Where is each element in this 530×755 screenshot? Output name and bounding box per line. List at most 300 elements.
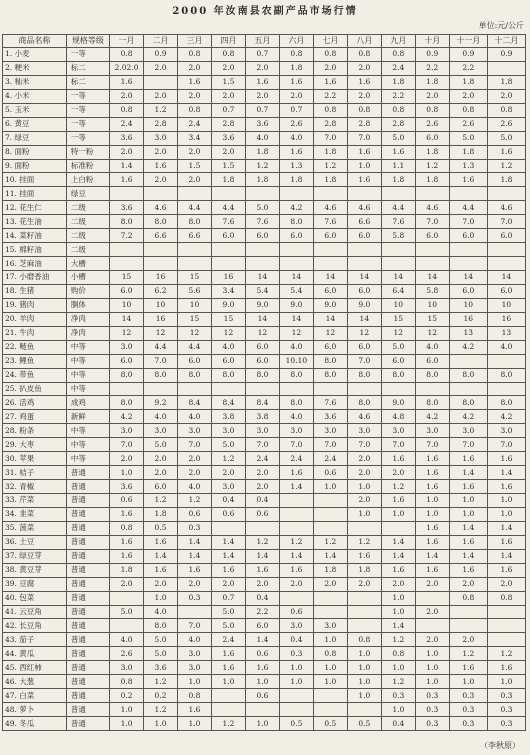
price-cell: 4.0 — [110, 633, 144, 647]
price-cell: 0.4 — [211, 494, 245, 508]
price-cell: 2.2 — [313, 89, 347, 103]
grade-cell: 标准粉 — [66, 159, 109, 173]
price-cell: 3.0 — [279, 424, 313, 438]
price-cell: 2.0 — [347, 466, 381, 480]
price-cell: 15 — [381, 312, 415, 326]
price-cell: 4.6 — [415, 201, 449, 215]
table-row — [3, 145, 526, 159]
grade-cell: 新鲜 — [66, 410, 109, 424]
price-cell: 0.3 — [449, 717, 487, 731]
table-row — [3, 340, 526, 354]
price-cell: 15 — [178, 271, 212, 285]
price-cell — [144, 382, 178, 396]
price-cell: 6.0 — [381, 354, 415, 368]
price-cell: 14 — [415, 271, 449, 285]
price-cell: 2.0 — [313, 61, 347, 75]
price-cell: 6.0 — [110, 284, 144, 298]
price-cell — [178, 605, 212, 619]
product-name-cell: 34. 韭菜 — [3, 507, 67, 521]
product-name-cell: 48. 萝卜 — [3, 703, 67, 717]
price-cell: 1.6 — [211, 563, 245, 577]
price-cell: 4.6 — [487, 201, 525, 215]
product-name-cell: 35. 菠菜 — [3, 521, 67, 535]
product-name-cell: 26. 活鸡 — [3, 396, 67, 410]
column-header: 四月 — [211, 35, 245, 48]
price-cell: 0.3 — [487, 703, 525, 717]
price-cell: 3.0 — [110, 424, 144, 438]
price-cell: 1.0 — [449, 494, 487, 508]
table-row — [3, 577, 526, 591]
price-cell: 14 — [347, 271, 381, 285]
table-row — [3, 284, 526, 298]
product-name-cell: 31. 桔子 — [3, 466, 67, 480]
price-cell: 2.0 — [381, 577, 415, 591]
price-cell: 0.7 — [211, 103, 245, 117]
price-cell: 16 — [144, 312, 178, 326]
price-cell: 10 — [110, 298, 144, 312]
price-cell: 2.0 — [110, 577, 144, 591]
grade-cell: 普通 — [66, 535, 109, 549]
price-cell: 1.4 — [245, 633, 279, 647]
price-cell: 0.8 — [313, 103, 347, 117]
price-cell: 2.0 — [144, 452, 178, 466]
price-cell: 0.4 — [245, 494, 279, 508]
column-header: 三月 — [178, 35, 212, 48]
price-cell: 1.8 — [415, 75, 449, 89]
price-cell: 1.8 — [487, 173, 525, 187]
table-row — [3, 563, 526, 577]
price-cell: 6.6 — [347, 215, 381, 229]
price-cell: 1.4 — [449, 466, 487, 480]
grade-cell: 普通 — [66, 689, 109, 703]
price-cell: 3.0 — [347, 424, 381, 438]
price-cell: 3.4 — [211, 284, 245, 298]
product-name-cell: 19. 猪肉 — [3, 298, 67, 312]
price-cell: 6.0 — [415, 354, 449, 368]
price-cell: 7.2 — [110, 229, 144, 243]
price-cell: 3.6 — [144, 661, 178, 675]
price-cell — [381, 187, 415, 201]
table-row — [3, 452, 526, 466]
price-cell: 0.9 — [449, 48, 487, 62]
product-name-cell: 46. 大葱 — [3, 675, 67, 689]
price-cell: 7.0 — [381, 438, 415, 452]
price-cell: 0.8 — [381, 103, 415, 117]
price-cell: 3.8 — [245, 410, 279, 424]
price-cell — [487, 605, 525, 619]
product-name-cell: 18. 生猪 — [3, 284, 67, 298]
table-row — [3, 257, 526, 271]
price-cell: 0.7 — [211, 591, 245, 605]
price-cell — [347, 257, 381, 271]
price-cell: 0.9 — [487, 48, 525, 62]
price-cell: 0.9 — [144, 48, 178, 62]
price-cell: 1.2 — [415, 159, 449, 173]
price-cell: 2.4 — [279, 452, 313, 466]
price-cell: 1.0 — [245, 717, 279, 731]
price-cell — [144, 243, 178, 257]
price-cell: 0.8 — [110, 48, 144, 62]
price-cell: 1.8 — [313, 173, 347, 187]
price-cell: 6.0 — [279, 229, 313, 243]
product-name-cell: 4. 小米 — [3, 89, 67, 103]
price-cell: 0.8 — [178, 689, 212, 703]
price-cell: 1.2 — [144, 103, 178, 117]
price-cell: 4.2 — [449, 410, 487, 424]
product-name-cell: 15. 棉籽油 — [3, 243, 67, 257]
price-cell — [211, 243, 245, 257]
price-cell: 0.5 — [347, 717, 381, 731]
page-title: 2000 年汝南县农副产品市场行情 — [172, 6, 358, 17]
product-name-cell: 37. 绿豆芽 — [3, 549, 67, 563]
price-cell: 6.0 — [487, 284, 525, 298]
price-cell: 0.5 — [144, 521, 178, 535]
price-cell: 5.0 — [449, 131, 487, 145]
price-cell: 2.0 — [245, 577, 279, 591]
price-cell: 8.0 — [110, 396, 144, 410]
price-cell: 1.2 — [347, 535, 381, 549]
price-cell: 3.4 — [178, 131, 212, 145]
column-header: 八月 — [347, 35, 381, 48]
price-cell: 6.0 — [415, 131, 449, 145]
grade-cell: 标二 — [66, 75, 109, 89]
price-cell — [245, 243, 279, 257]
price-cell: 1.6 — [245, 563, 279, 577]
product-name-cell: 28. 粉条 — [3, 424, 67, 438]
price-cell: 4.4 — [211, 201, 245, 215]
grade-cell: 普通 — [66, 549, 109, 563]
price-cell — [211, 703, 245, 717]
price-cell: 1.0 — [313, 480, 347, 494]
price-cell: 7.0 — [313, 438, 347, 452]
price-cell: 6.0 — [487, 229, 525, 243]
price-cell: 7.0 — [110, 438, 144, 452]
price-cell — [279, 521, 313, 535]
price-cell — [313, 257, 347, 271]
price-cell — [279, 494, 313, 508]
product-name-cell: 5. 玉米 — [3, 103, 67, 117]
column-header: 商品名称 — [3, 35, 67, 48]
table-row — [3, 103, 526, 117]
grade-cell: 一等 — [66, 131, 109, 145]
price-cell: 1.4 — [381, 619, 415, 633]
price-cell: 1.8 — [449, 75, 487, 89]
price-cell — [415, 591, 449, 605]
price-cell — [487, 633, 525, 647]
price-cell: 4.0 — [487, 340, 525, 354]
price-cell — [487, 354, 525, 368]
price-cell — [415, 619, 449, 633]
price-cell: 1.8 — [144, 507, 178, 521]
price-cell — [449, 187, 487, 201]
price-cell — [245, 257, 279, 271]
price-cell: 5.6 — [178, 284, 212, 298]
price-cell: 1.2 — [279, 535, 313, 549]
price-cell: 1.0 — [415, 647, 449, 661]
price-cell: 7.0 — [144, 354, 178, 368]
price-cell — [347, 521, 381, 535]
price-cell: 5.0 — [487, 131, 525, 145]
price-cell: 4.0 — [144, 410, 178, 424]
product-name-cell: 1. 小麦 — [3, 48, 67, 62]
price-cell: 4.2 — [110, 410, 144, 424]
grade-cell: 成鸡 — [66, 396, 109, 410]
price-cell: 0.4 — [279, 633, 313, 647]
price-cell: 1.6 — [381, 494, 415, 508]
price-cell: 1.8 — [279, 61, 313, 75]
price-cell: 1.6 — [487, 563, 525, 577]
price-cell — [110, 591, 144, 605]
price-cell: 2.0 — [245, 480, 279, 494]
price-cell: 0.4 — [381, 717, 415, 731]
price-cell: 0.8 — [110, 675, 144, 689]
price-cell: 1.6 — [415, 563, 449, 577]
price-cell: 16 — [449, 312, 487, 326]
price-cell: 2.0 — [211, 466, 245, 480]
product-name-cell: 13. 花生油 — [3, 215, 67, 229]
price-cell: 1.0 — [313, 633, 347, 647]
price-cell — [487, 243, 525, 257]
price-cell: 8.0 — [381, 368, 415, 382]
price-cell: 1.6 — [178, 703, 212, 717]
price-cell: 2.4 — [313, 452, 347, 466]
price-cell: 2.0 — [487, 89, 525, 103]
price-cell: 1.2 — [381, 480, 415, 494]
price-cell: 8.0 — [144, 215, 178, 229]
price-cell: 0.3 — [415, 689, 449, 703]
price-cell: 1.6 — [313, 75, 347, 89]
price-cell: 2.2 — [415, 61, 449, 75]
price-cell: 2.0 — [415, 605, 449, 619]
price-cell — [178, 257, 212, 271]
price-cell: 1.6 — [415, 480, 449, 494]
price-cell: 5.0 — [144, 633, 178, 647]
price-cell: 9.0 — [211, 298, 245, 312]
price-cell: 0.7 — [279, 103, 313, 117]
price-cell: 14 — [279, 271, 313, 285]
price-cell: 1.6 — [449, 173, 487, 187]
price-cell: 5.0 — [381, 340, 415, 354]
price-cell: 1.6 — [279, 75, 313, 89]
price-cell: 7.0 — [415, 215, 449, 229]
price-cell: 7.0 — [487, 215, 525, 229]
price-cell: 8.0 — [347, 396, 381, 410]
price-cell — [381, 521, 415, 535]
price-cell: 1.2 — [211, 452, 245, 466]
grade-cell: 普通 — [66, 466, 109, 480]
price-cell: 2.0 — [449, 89, 487, 103]
product-name-cell: 32. 青椒 — [3, 480, 67, 494]
price-cell: 1.0 — [279, 675, 313, 689]
price-cell: 1.0 — [144, 717, 178, 731]
price-cell: 1.0 — [178, 675, 212, 689]
price-cell: 2.4 — [110, 117, 144, 131]
table-row — [3, 647, 526, 661]
price-cell: 2.0 — [347, 494, 381, 508]
price-cell — [313, 703, 347, 717]
price-cell: 0.7 — [245, 48, 279, 62]
price-cell — [110, 187, 144, 201]
price-cell: 1.0 — [110, 717, 144, 731]
price-cell: 5.0 — [144, 647, 178, 661]
price-cell: 7.0 — [245, 438, 279, 452]
price-cell: 14 — [487, 271, 525, 285]
grade-cell: 特一粉 — [66, 145, 109, 159]
grade-cell: 一等 — [66, 117, 109, 131]
product-name-cell: 2. 粳米 — [3, 61, 67, 75]
price-cell: 0.3 — [415, 717, 449, 731]
price-cell: 2.0 — [144, 577, 178, 591]
table-row — [3, 326, 526, 340]
price-cell: 0.8 — [449, 103, 487, 117]
price-cell: 2.6 — [110, 647, 144, 661]
grade-cell: 普通 — [66, 577, 109, 591]
price-cell: 2.0 — [245, 89, 279, 103]
price-cell — [279, 382, 313, 396]
price-cell: 0.8 — [110, 521, 144, 535]
price-cell: 2.0 — [178, 173, 212, 187]
price-cell — [144, 75, 178, 89]
price-cell: 3.0 — [144, 131, 178, 145]
price-cell — [347, 619, 381, 633]
grade-cell: 普通 — [66, 494, 109, 508]
price-table — [2, 34, 526, 731]
price-cell: 0.8 — [381, 48, 415, 62]
price-cell: 0.6 — [245, 689, 279, 703]
price-cell: 0.3 — [415, 703, 449, 717]
price-cell: 9.0 — [347, 298, 381, 312]
price-cell: 15 — [211, 312, 245, 326]
grade-cell: 二级 — [66, 243, 109, 257]
price-cell: 2.6 — [449, 117, 487, 131]
grade-cell: 普通 — [66, 647, 109, 661]
price-cell: 1.8 — [110, 563, 144, 577]
price-cell: 10 — [449, 298, 487, 312]
price-cell: 13 — [449, 326, 487, 340]
column-header: 一月 — [110, 35, 144, 48]
price-cell: 0.4 — [245, 591, 279, 605]
price-cell: 1.0 — [449, 675, 487, 689]
price-cell: 10 — [144, 298, 178, 312]
price-cell: 7.0 — [347, 354, 381, 368]
price-cell: 8.0 — [178, 215, 212, 229]
price-cell: 14 — [347, 312, 381, 326]
price-cell: 4.4 — [178, 201, 212, 215]
price-cell: 10 — [487, 298, 525, 312]
table-row — [3, 243, 526, 257]
table-row — [3, 466, 526, 480]
grade-cell: 二级 — [66, 201, 109, 215]
price-cell: 1.8 — [211, 173, 245, 187]
price-cell: 1.2 — [144, 494, 178, 508]
price-cell: 1.6 — [178, 75, 212, 89]
price-cell: 2.4 — [381, 61, 415, 75]
price-cell: 2.2 — [381, 89, 415, 103]
price-cell: 0.8 — [347, 48, 381, 62]
price-cell: 0.8 — [347, 103, 381, 117]
price-cell — [279, 243, 313, 257]
header-row — [3, 35, 526, 48]
product-name-cell: 20. 羊肉 — [3, 312, 67, 326]
table-row — [3, 298, 526, 312]
price-cell: 6.0 — [415, 229, 449, 243]
product-name-cell: 21. 牛肉 — [3, 326, 67, 340]
price-cell: 3.8 — [211, 410, 245, 424]
price-cell: 3.0 — [144, 424, 178, 438]
table-row — [3, 159, 526, 173]
price-cell — [279, 257, 313, 271]
column-header: 六月 — [279, 35, 313, 48]
price-cell: 2.0 — [347, 61, 381, 75]
price-cell: 2.0 — [178, 466, 212, 480]
grade-cell: 普通 — [66, 507, 109, 521]
price-cell: 1.0 — [487, 494, 525, 508]
price-cell: 0.7 — [245, 103, 279, 117]
price-cell: 5.8 — [381, 229, 415, 243]
grade-cell: 一等 — [66, 89, 109, 103]
price-cell: 1.0 — [487, 675, 525, 689]
price-cell: 2.4 — [245, 452, 279, 466]
price-cell: 3.6 — [110, 480, 144, 494]
grade-cell: 标二 — [66, 61, 109, 75]
table-row — [3, 521, 526, 535]
price-cell — [144, 257, 178, 271]
price-cell: 12 — [381, 326, 415, 340]
price-cell: 14 — [313, 271, 347, 285]
price-cell: 4.2 — [449, 340, 487, 354]
grade-cell: 二级 — [66, 215, 109, 229]
product-name-cell: 42. 长豆角 — [3, 619, 67, 633]
price-cell: 8.0 — [279, 215, 313, 229]
price-cell: 2.0 — [178, 61, 212, 75]
price-cell: 0.8 — [211, 48, 245, 62]
price-cell: 2.0 — [211, 145, 245, 159]
table-row — [3, 410, 526, 424]
price-cell: 6.0 — [347, 284, 381, 298]
table-row — [3, 438, 526, 452]
price-cell: 2.6 — [279, 117, 313, 131]
price-cell: 3.0 — [245, 424, 279, 438]
price-cell: 0.8 — [279, 48, 313, 62]
price-cell: 1.0 — [381, 703, 415, 717]
table-row — [3, 605, 526, 619]
price-cell: 1.6 — [178, 563, 212, 577]
price-cell: 2.8 — [347, 117, 381, 131]
price-cell: 3.0 — [381, 424, 415, 438]
price-cell — [487, 382, 525, 396]
price-cell: 1.8 — [449, 145, 487, 159]
price-cell: 0.2 — [144, 689, 178, 703]
price-cell: 2.0 — [211, 89, 245, 103]
table-row — [3, 619, 526, 633]
price-cell: 1.0 — [347, 159, 381, 173]
price-cell: 14 — [110, 312, 144, 326]
price-cell: 5.0 — [110, 605, 144, 619]
price-cell: 2.0 — [279, 89, 313, 103]
price-cell: 1.6 — [347, 173, 381, 187]
price-cell: 2.0 — [178, 89, 212, 103]
price-cell — [415, 187, 449, 201]
price-cell — [211, 382, 245, 396]
table-row — [3, 424, 526, 438]
price-cell — [245, 382, 279, 396]
price-cell: 6.0 — [245, 229, 279, 243]
price-cell: 4.2 — [487, 410, 525, 424]
price-cell: 1.8 — [381, 173, 415, 187]
price-cell: 2.8 — [211, 117, 245, 131]
price-cell: 6.0 — [144, 480, 178, 494]
price-cell: 1.0 — [313, 675, 347, 689]
